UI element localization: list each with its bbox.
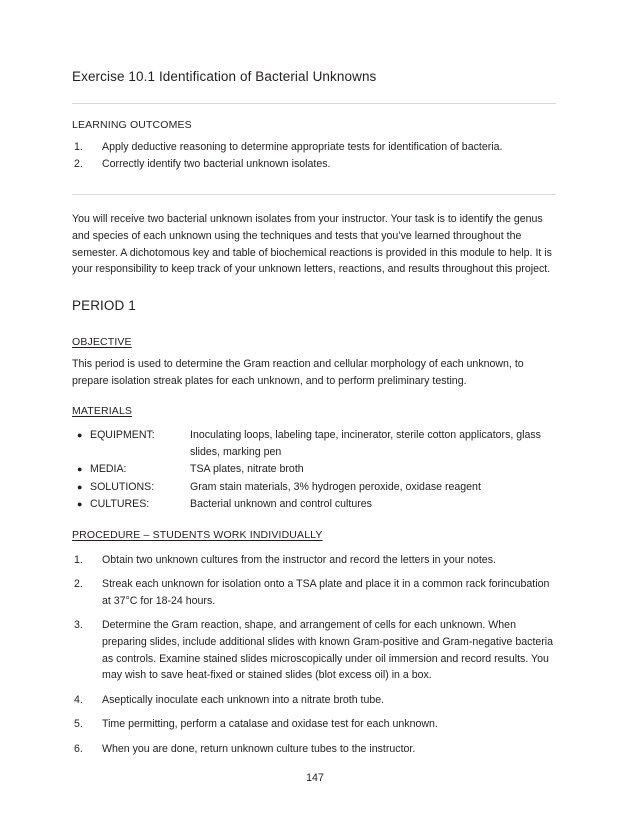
learning-outcomes-list [72, 139, 556, 172]
list-item [72, 479, 556, 496]
material-label: SOLUTIONS: [90, 480, 155, 493]
procedure-list [72, 552, 556, 758]
list-item [72, 552, 556, 569]
page-number: 147 [306, 772, 324, 784]
list-item-text: When you are done, return unknown culture tubes to the instructor. [102, 742, 416, 755]
list-item-text: Correctly identify two bacterial unknown isolates. [102, 157, 331, 170]
list-item [72, 692, 556, 709]
list-marker: 4. [74, 693, 83, 706]
list-item [72, 461, 556, 478]
period-heading: PERIOD 1 [72, 297, 136, 313]
list-marker: 6. [74, 742, 83, 755]
bullet-icon: ● [77, 481, 83, 492]
list-item [72, 576, 556, 609]
material-value: Bacterial unknown and control cultures [190, 498, 372, 511]
material-value: TSA plates, nitrate broth [190, 463, 304, 476]
material-label: EQUIPMENT: [90, 428, 155, 441]
list-item-text: Time permitting, perform a catalase and oxidase test for each unknown. [102, 718, 438, 731]
list-item-text: Aseptically inoculate each unknown into a nitrate broth tube. [102, 693, 385, 706]
objective-paragraph: This period is used to determine the Gram reaction and cellular morphology of each unknown, to prepare isolation streak plates for each unknown, and to perform preliminary testing. [72, 358, 524, 387]
bullet-icon: ● [77, 499, 83, 510]
list-marker: 1. [74, 141, 83, 154]
list-marker: 3. [74, 619, 83, 632]
list-item-text: Obtain two unknown cultures from the instructor and record the letters in your notes. [102, 553, 496, 566]
list-item-text: Apply deductive reasoning to determine appropriate tests for identification of bacteria. [102, 141, 503, 154]
list-marker: 2. [74, 578, 83, 591]
learning-outcomes-heading: LEARNING OUTCOMES [72, 118, 192, 131]
list-item [72, 496, 556, 513]
procedure-heading: PROCEDURE – STUDENTS WORK INDIVIDUALLY [72, 528, 323, 541]
objective-heading: OBJECTIVE [72, 336, 132, 349]
list-item [72, 741, 556, 758]
bullet-icon: ● [77, 429, 83, 440]
list-marker: 2. [74, 157, 83, 170]
material-value: Inoculating loops, labeling tape, incinerator, sterile cotton applicators, glass slides, marking pen [190, 428, 541, 458]
bullet-icon: ● [77, 464, 83, 475]
list-item [72, 139, 556, 156]
document-content [72, 68, 556, 758]
material-label: MEDIA: [90, 463, 127, 476]
page-title: Exercise 10.1 Identification of Bacterial Unknowns [72, 69, 377, 84]
list-item [72, 716, 556, 733]
list-item-text: Streak each unknown for isolation onto a TSA plate and place it in a common rack forincubation at 37°C for 18-24 hours. [102, 578, 550, 607]
materials-list [72, 427, 556, 513]
list-item [72, 427, 556, 460]
list-marker: 5. [74, 718, 83, 731]
list-item-text: Determine the Gram reaction, shape, and arrangement of cells for each unknown. When preparing slides, include additional slides with known Gram-positive and Gram-negative bacteria as controls. Examine stained slides microscopically under oil immersion and record results. You may wish to save heat-fixed or stained slides (blot excess oil) in a box. [102, 619, 554, 682]
introduction-paragraph: You will receive two bacterial unknown isolates from your instructor. Your task is to identify the genus and species of each unknown using the techniques and tests that you’ve learned throughout the semester. A dichotomous key and table of biochemical reactions is provided in this module to help. It is your responsibility to keep track of your unknown letters, reactions, and results throughout this project. [72, 213, 552, 276]
material-label: CULTURES: [90, 498, 150, 511]
list-item [72, 156, 556, 173]
list-marker: 1. [74, 553, 83, 566]
material-value: Gram stain materials, 3% hydrogen peroxide, oxidase reagent [190, 480, 481, 493]
materials-heading: MATERIALS [72, 405, 133, 418]
list-item [72, 617, 556, 683]
